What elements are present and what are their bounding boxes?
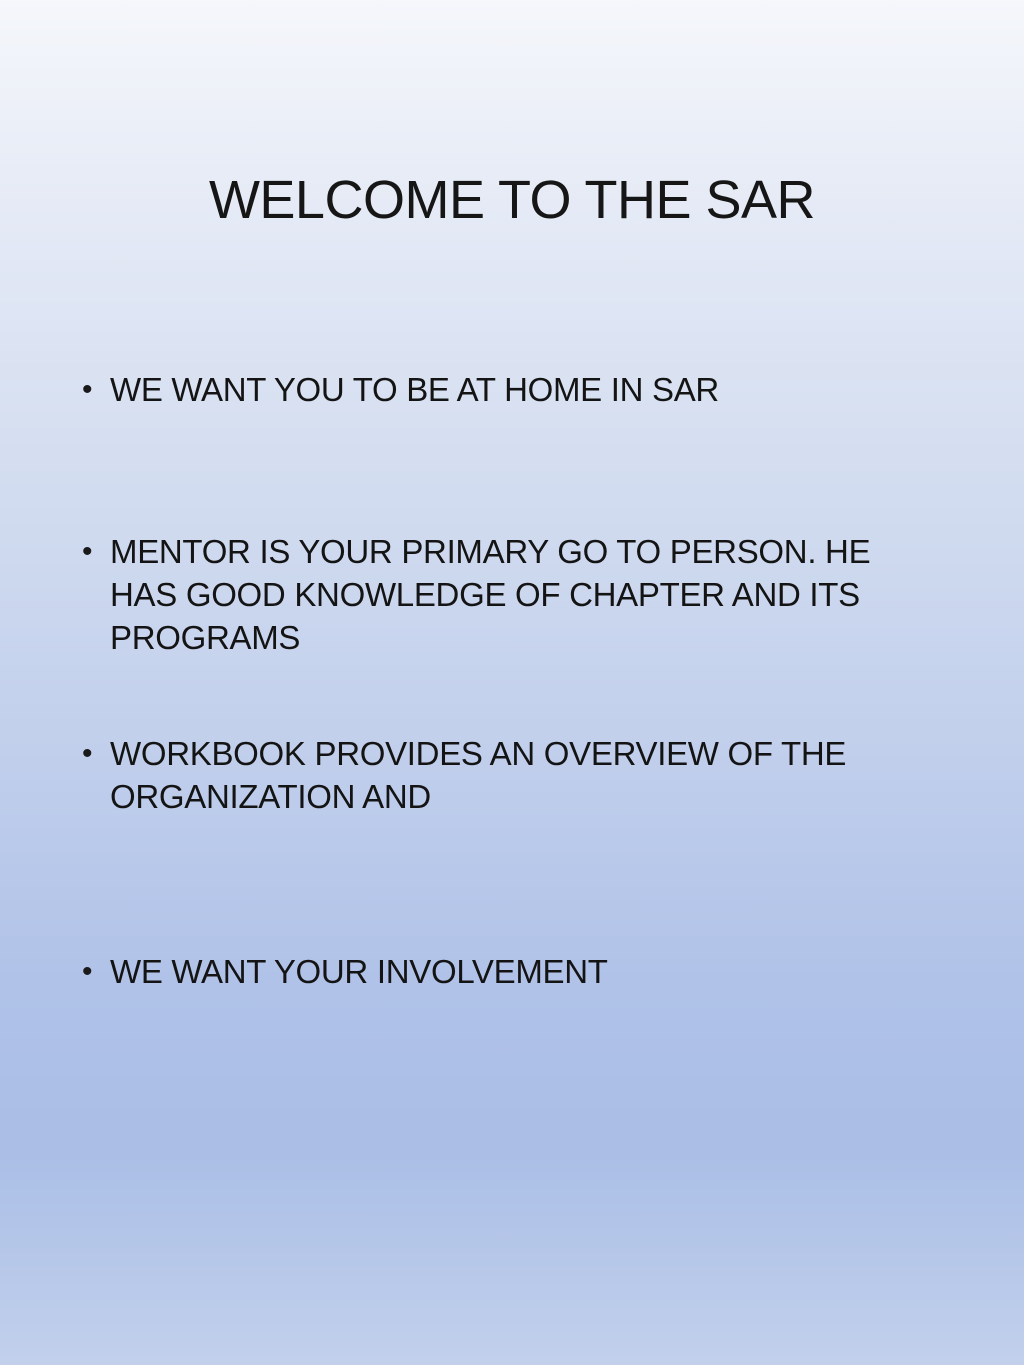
bullet-item xyxy=(82,950,902,993)
bullet-icon: • xyxy=(82,535,93,568)
bullet-text: MENTOR IS YOUR PRIMARY GO TO PERSON. HE HAS GOOD KNOWLEDGE OF CHAPTER AND ITS PROGRAMS xyxy=(110,533,871,656)
bullet-text: WORKBOOK PROVIDES AN OVERVIEW OF THE ORGANIZATION AND xyxy=(110,735,847,815)
bullet-item xyxy=(82,732,902,818)
bullet-text: WE WANT YOU TO BE AT HOME IN SAR xyxy=(110,371,719,408)
bullet-icon: • xyxy=(82,737,93,770)
bullet-icon: • xyxy=(82,955,93,988)
bullet-item xyxy=(82,530,902,659)
slide-title: WELCOME TO THE SAR xyxy=(208,170,816,230)
bullet-text: WE WANT YOUR INVOLVEMENT xyxy=(110,953,608,990)
bullet-icon: • xyxy=(82,373,93,406)
bullet-item xyxy=(82,368,902,411)
